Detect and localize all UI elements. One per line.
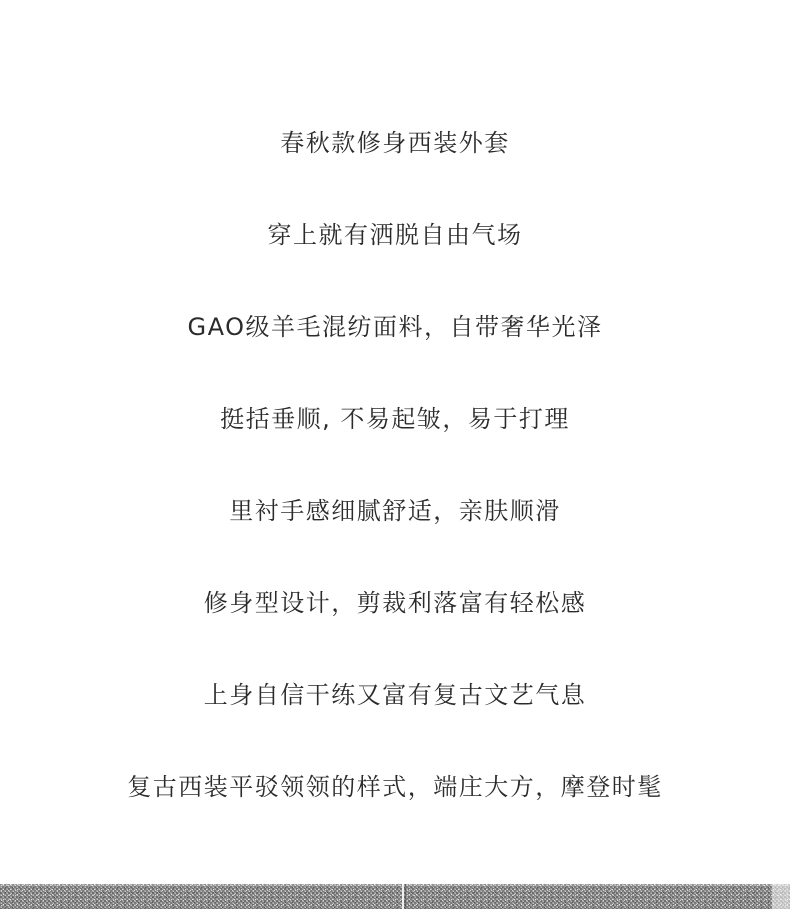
fabric-texture-graphic <box>0 884 790 909</box>
fabric-texture-image <box>0 884 790 909</box>
description-line-3: GAO级羊毛混纺面料，自带奢华光泽 <box>187 313 603 341</box>
description-line-5: 里衬手感细腻舒适，亲肤顺滑 <box>229 497 561 525</box>
description-line-2: 穿上就有洒脱自由气场 <box>267 221 523 249</box>
description-line-7: 上身自信干练又富有复古文艺气息 <box>203 681 587 709</box>
description-line-4: 挺括垂顺, 不易起皱，易于打理 <box>220 405 570 433</box>
description-line-6: 修身型设计，剪裁利落富有轻松感 <box>203 589 587 617</box>
description-line-8: 复古西装平驳领领的样式，端庄大方，摩登时髦 <box>127 773 663 801</box>
description-line-1: 春秋款修身西装外套 <box>280 129 510 157</box>
